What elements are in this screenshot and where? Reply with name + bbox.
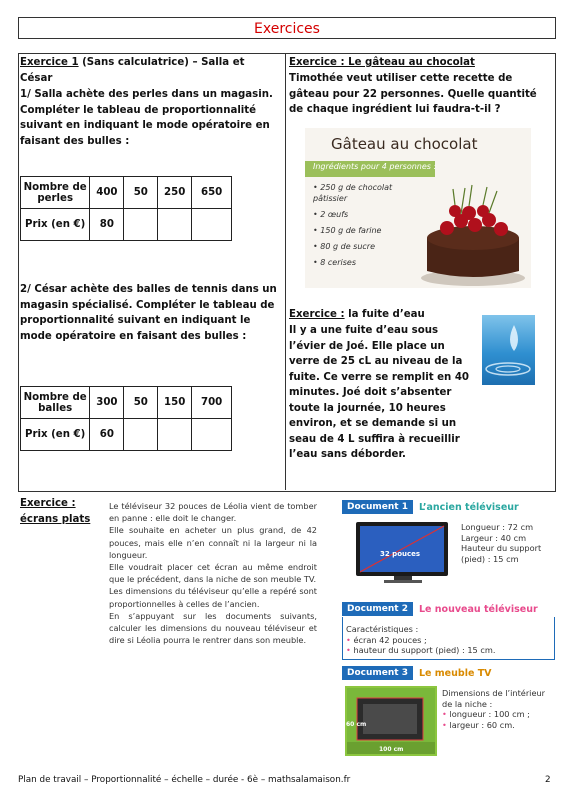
fuite-text: Il y a une fuite d’eau sous l’évier de Joé. Elle place un verre de 25 cL au niveau de la fuite. Ce verre se remplit en 40 minutes. Joé doit s’absenter toute la journée, 10 heures environ, et se demande si un seau de 4 L suffira à recueillir l’eau sans déborder. [289,325,470,460]
detail-line: Hauteur du support (pied) : 15 cm [461,543,542,564]
list-item: • largeur : 60 cm. [442,719,515,730]
ecrans-title-line2: écrans plats [20,513,91,525]
table-cell[interactable] [158,419,192,451]
water-drop-image [482,315,535,385]
document-3-label: Document 3 [342,666,413,680]
table-cell: 650 [192,177,232,209]
table-cell[interactable] [124,419,158,451]
table-cell[interactable] [124,209,158,241]
list-item: • hauteur du support (pied) : 15 cm. [346,645,496,655]
page-number: 2 [545,775,551,785]
ex1-table1 [20,176,232,241]
document-2 [342,602,554,616]
ex1-part2-text: 2/ César achète des balles de tennis dans un magasin spécialisé. Compléter le tableau de proportionnalité suivant en indiquant le mode opératoire en faisant des bulles : [20,284,277,342]
table-cell: Nombre de perles [21,177,90,209]
tv-cabinet-illustration [345,686,437,756]
ecrans-title [20,496,100,527]
document-1-header [342,500,554,514]
document-2-header [342,602,554,616]
ex1-title [20,55,278,86]
table-cell: 50 [124,387,158,419]
document-3 [342,666,554,680]
page-title: Exercices [254,21,320,37]
cake-illustration [417,183,529,288]
fuite-title [289,307,489,323]
fuite-title-main: Exercice : [289,309,345,320]
doc3-heading: Dimensions de l’intérieur de la niche : [442,688,546,709]
page-footer: Plan de travail – Proportionnalité – échelle – durée - 6è – mathsalamaison.fr [18,775,351,785]
document-1 [342,500,554,514]
table-cell: 700 [192,387,232,419]
recipe-subtitle: Ingrédients pour 4 personnes : [313,162,437,171]
table-cell: 50 [124,177,158,209]
page-title-box [18,17,556,39]
water-drop-icon [482,315,535,385]
table-cell: 80 [90,209,124,241]
table-cell: Prix (en €) [21,209,90,241]
detail-line: Longueur : 72 cm [461,522,534,532]
recipe-title: Gâteau au chocolat [331,135,478,153]
ex1-title-main: Exercice 1 [20,57,79,68]
document-1-label: Document 1 [342,500,413,514]
table-cell: 150 [158,387,192,419]
table-cell[interactable] [158,209,192,241]
fuite-text-top [289,323,475,463]
document-1-details [461,522,554,564]
list-item: • 250 g de chocolat pâtissier [313,183,393,203]
table-cell: 60 [90,419,124,451]
ecrans-text: Le téléviseur 32 pouces de Léolia vient de tomber en panne : elle doit le changer. Elle souhaite en acheter un plus grand, de 42 pouces, mais elle n’en connaît ni la largeur ni la longueur. Elle voudrait placer cet écran au même endroit que le précédent, dans la niche de son meuble TV. Les dimensions du téléviseur qu’elle a repéré sont proportionnelles à celles de l’ancien. En s’appuyant sur les documents suivants, calculer les dimensions du nouveau téléviseur et dire si Léolia pourra le rentrer dans son meuble. [109,501,317,646]
gateau-text: Timothée veut utiliser cette recette de gâteau pour 22 personnes. Quelle quantité de chaque ingrédient lui faudra-t-il ? [289,73,537,115]
table-cell[interactable] [192,419,232,451]
list-item: • 8 cerises [313,258,356,267]
table-cell: 300 [90,387,124,419]
document-2-details [346,624,546,656]
cabinet-height-label: 60 cm [346,721,367,728]
tv-screen-label: 32 pouces [380,550,421,558]
old-tv-illustration [354,520,454,586]
ex1-title-rest: (Sans calculatrice) – Salla et César [20,57,245,84]
list-item: • 80 g de sucre [313,242,375,251]
grid-divider-vertical [285,53,286,490]
document-1-title: L’ancien téléviseur [418,501,519,513]
document-2-title: Le nouveau téléviseur [418,603,538,615]
list-item: • longueur : 100 cm ; [442,709,530,719]
list-item: • 2 œufs [313,210,349,219]
cabinet-width-label: 100 cm [379,746,404,753]
document-3-title: Le meuble TV [418,667,492,679]
table-cell: Prix (en €) [21,419,90,451]
table-cell[interactable] [192,209,232,241]
table-cell: 250 [158,177,192,209]
list-item: • 150 g de farine [313,226,382,235]
recipe-image [305,128,531,288]
ecrans-title-line1: Exercice : [20,498,76,509]
document-3-details [442,688,554,730]
ex1-part1-text: 1/ Salla achète des perles dans un magasin. Compléter le tableau de proportionnalité suivant en indiquant le mode opératoire en faisant des bulles : [20,89,273,147]
table-cell: 400 [90,177,124,209]
table-cell: Nombre de balles [21,387,90,419]
ingredient-list [313,182,408,268]
ex1-table2 [20,386,232,451]
list-item: • écran 42 pouces ; [346,634,427,645]
detail-line: Largeur : 40 cm [461,532,527,543]
gateau-title: Exercice : Le gâteau au chocolat [289,57,475,68]
doc2-heading: Caractéristiques : [346,624,419,634]
document-3-header [342,666,554,680]
fuite-title-rest: la fuite d’eau [344,309,425,320]
document-2-label: Document 2 [342,602,413,616]
